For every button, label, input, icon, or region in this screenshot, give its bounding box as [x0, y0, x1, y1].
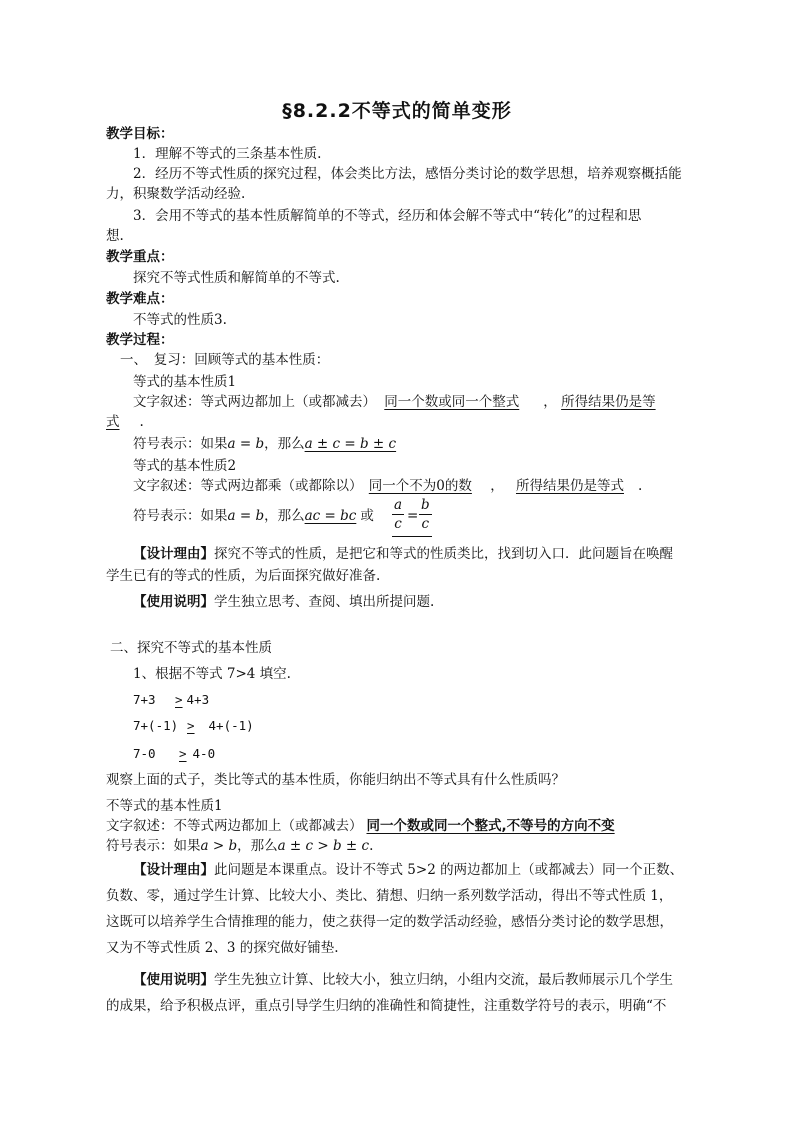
- focus-heading: 教学重点：: [106, 249, 174, 265]
- fill-row-2-left: 7+(-1): [133, 718, 179, 733]
- usage-note-1: [133, 592, 434, 612]
- prop1-symbol-prefix: 符号表示：如果: [133, 436, 228, 452]
- usage-note-2-line1: [133, 970, 673, 990]
- equality-prop1-title: 等式的基本性质1: [133, 374, 237, 390]
- objective-item-3-line1: 3．会用不等式的基本性质解简单的不等式，经历和体会解不等式中“转化”的过程和思: [133, 208, 642, 224]
- prop1-blank-1: 同一个数或同一个整式: [384, 394, 520, 410]
- prop2-separator: ，: [490, 478, 504, 494]
- fill-row-2-right: 4+(-1): [208, 718, 254, 733]
- design-reason-2-line4: 又为不等式性质 2、3 的探究做好铺垫.: [106, 940, 339, 956]
- ineq-prop1-symbol-prefix: 符号表示：如果: [106, 838, 201, 854]
- fraction-right-denominator: c: [421, 516, 430, 532]
- fill-row-2: [133, 716, 254, 736]
- equality-prop1-symbol: [133, 434, 396, 454]
- fraction-underline: [392, 536, 432, 537]
- fraction-left-numerator: a: [394, 497, 403, 513]
- page-title: §8.2.2不等式的简单变形: [282, 100, 512, 122]
- fill-row-1-left: 7+3: [133, 692, 156, 707]
- ineq-prop1-symbol-end: .: [369, 838, 374, 854]
- objective-item-2-line1: 2．经历不等式性质的探究过程，体会类比方法，感悟分类讨论的数学思想，培养观察概括能: [133, 166, 682, 182]
- fill-row-3-blank: >: [179, 746, 187, 761]
- fill-row-3-left: 7-0: [133, 746, 156, 761]
- usage-note-2-line2: 的成果，给予积极点评，重点引导学生归纳的准确性和简捷性，注重数学符号的表示，明确“不: [106, 998, 667, 1014]
- prop2-text-prefix: 文字叙述：等式两边都乘（或都除以）: [133, 478, 363, 494]
- prop1-blank-2-part2: 式: [106, 414, 120, 430]
- fraction-a-over-c: [392, 496, 404, 533]
- equality-prop2-title: 等式的基本性质2: [133, 458, 237, 474]
- prop2-end: .: [637, 478, 643, 494]
- explore-question-1: 1、根据不等式 7>4 填空.: [133, 666, 291, 682]
- observe-question: 观察上面的式子，类比等式的基本性质，你能归纳出不等式具有什么性质吗？: [106, 772, 565, 788]
- ineq-prop1-symbol-result: a ± c > b ± c: [277, 838, 370, 854]
- prop1-symbol-mid: ，那么: [264, 436, 305, 452]
- design-reason-1-line2: 学生已有的等式的性质，为后面探究做好准备.: [106, 568, 381, 584]
- design-reason-2-label: 【设计理由】: [133, 862, 214, 878]
- difficulty-heading: 教学难点：: [106, 291, 174, 307]
- fill-row-3-right: 4-0: [192, 746, 216, 761]
- fill-row-1: [133, 690, 209, 710]
- fraction-left-denominator: c: [394, 516, 402, 532]
- difficulty-text: 不等式的性质3.: [133, 312, 227, 328]
- prop2-symbol-cond: a = b: [227, 508, 265, 524]
- prop2-symbol-prefix: 符号表示：如果: [133, 508, 228, 524]
- design-reason-2-text: 此问题是本课重点。设计不等式 5>2 的两边都加上（或都减去）同一个正数、: [214, 862, 684, 878]
- ineq-prop1-symbol-cond: a > b: [200, 838, 238, 854]
- usage-note-1-label: 【使用说明】: [133, 594, 214, 610]
- objectives-heading: 教学目标：: [106, 126, 174, 142]
- prop2-symbol-result: ac = bc: [304, 508, 357, 524]
- inequality-prop1-text: [106, 816, 615, 836]
- equality-prop2-symbol: [133, 506, 374, 526]
- prop2-blank-1: 同一个不为0的数: [368, 478, 472, 494]
- usage-note-2-label: 【使用说明】: [133, 972, 214, 988]
- prop1-symbol-cond: a = b: [227, 436, 265, 452]
- prop1-blank-2-part1: 所得结果仍是等: [561, 394, 656, 410]
- fill-row-3: [133, 744, 215, 764]
- ineq-prop1-blank: 同一个数或同一个整式,不等号的方向不变: [366, 818, 615, 834]
- prop2-blank-2: 所得结果仍是等式: [515, 478, 624, 494]
- fraction-right-numerator: b: [421, 497, 430, 513]
- step1-title: 一、 复习：回顾等式的基本性质：: [120, 352, 330, 368]
- focus-text: 探究不等式性质和解简单的不等式.: [133, 270, 340, 286]
- inequality-prop1-symbol: [106, 836, 373, 856]
- objective-item-1: 1．理解不等式的三条基本性质.: [133, 146, 322, 162]
- design-reason-1-line1: [133, 544, 673, 564]
- equality-prop1-text-cont: [106, 412, 144, 432]
- inequality-prop1-title: 不等式的基本性质1: [106, 798, 223, 814]
- prop1-text-prefix: 文字叙述：等式两边都加上（或都减去）: [133, 394, 376, 410]
- design-reason-1-label: 【设计理由】: [133, 546, 214, 562]
- objective-item-2-line2: 力，积聚数学活动经验.: [106, 186, 246, 202]
- ineq-prop1-symbol-mid: ，那么: [237, 838, 278, 854]
- prop2-symbol-or: 或: [360, 508, 374, 524]
- equality-prop2-text: [133, 476, 642, 496]
- prop1-separator: ，: [543, 394, 557, 410]
- usage-note-1-text: 学生独立思考、查阅、填出所提问题.: [214, 594, 435, 610]
- usage-note-2-text: 学生先独立计算、比较大小，独立归纳，小组内交流，最后教师展示几个学生: [214, 972, 673, 988]
- objective-item-3-line2: 想.: [106, 228, 124, 244]
- prop1-end: .: [139, 414, 144, 430]
- design-reason-2-line1: [133, 860, 683, 880]
- process-heading: 教学过程：: [106, 332, 174, 348]
- fill-row-2-blank: >: [187, 718, 195, 733]
- explore-title: 二、探究不等式的基本性质: [110, 640, 272, 656]
- fraction-equals: =: [407, 508, 419, 524]
- design-reason-2-line2: 负数、零，通过学生计算、比较大小、类比、猜想、归纳一系列数学活动，得出不等式性质 1，: [106, 888, 673, 904]
- prop1-symbol-result: a ± c = b ± c: [304, 436, 397, 452]
- design-reason-1-text: 探究不等式的性质，是把它和等式的性质类比，找到切入口．此问题旨在唤醒: [214, 546, 673, 562]
- design-reason-2-line3: 这既可以培养学生合情推理的能力，使之获得一定的数学活动经验，感悟分类讨论的数学思想，: [106, 914, 673, 930]
- fraction-b-over-c: [419, 496, 432, 533]
- fill-row-1-blank: >: [175, 692, 183, 707]
- fill-row-1-right: 4+3: [186, 692, 210, 707]
- equality-prop1-text: [133, 392, 656, 412]
- prop2-symbol-mid: ，那么: [264, 508, 305, 524]
- ineq-prop1-text-prefix: 文字叙述：不等式两边都加上（或都减去）: [106, 818, 363, 834]
